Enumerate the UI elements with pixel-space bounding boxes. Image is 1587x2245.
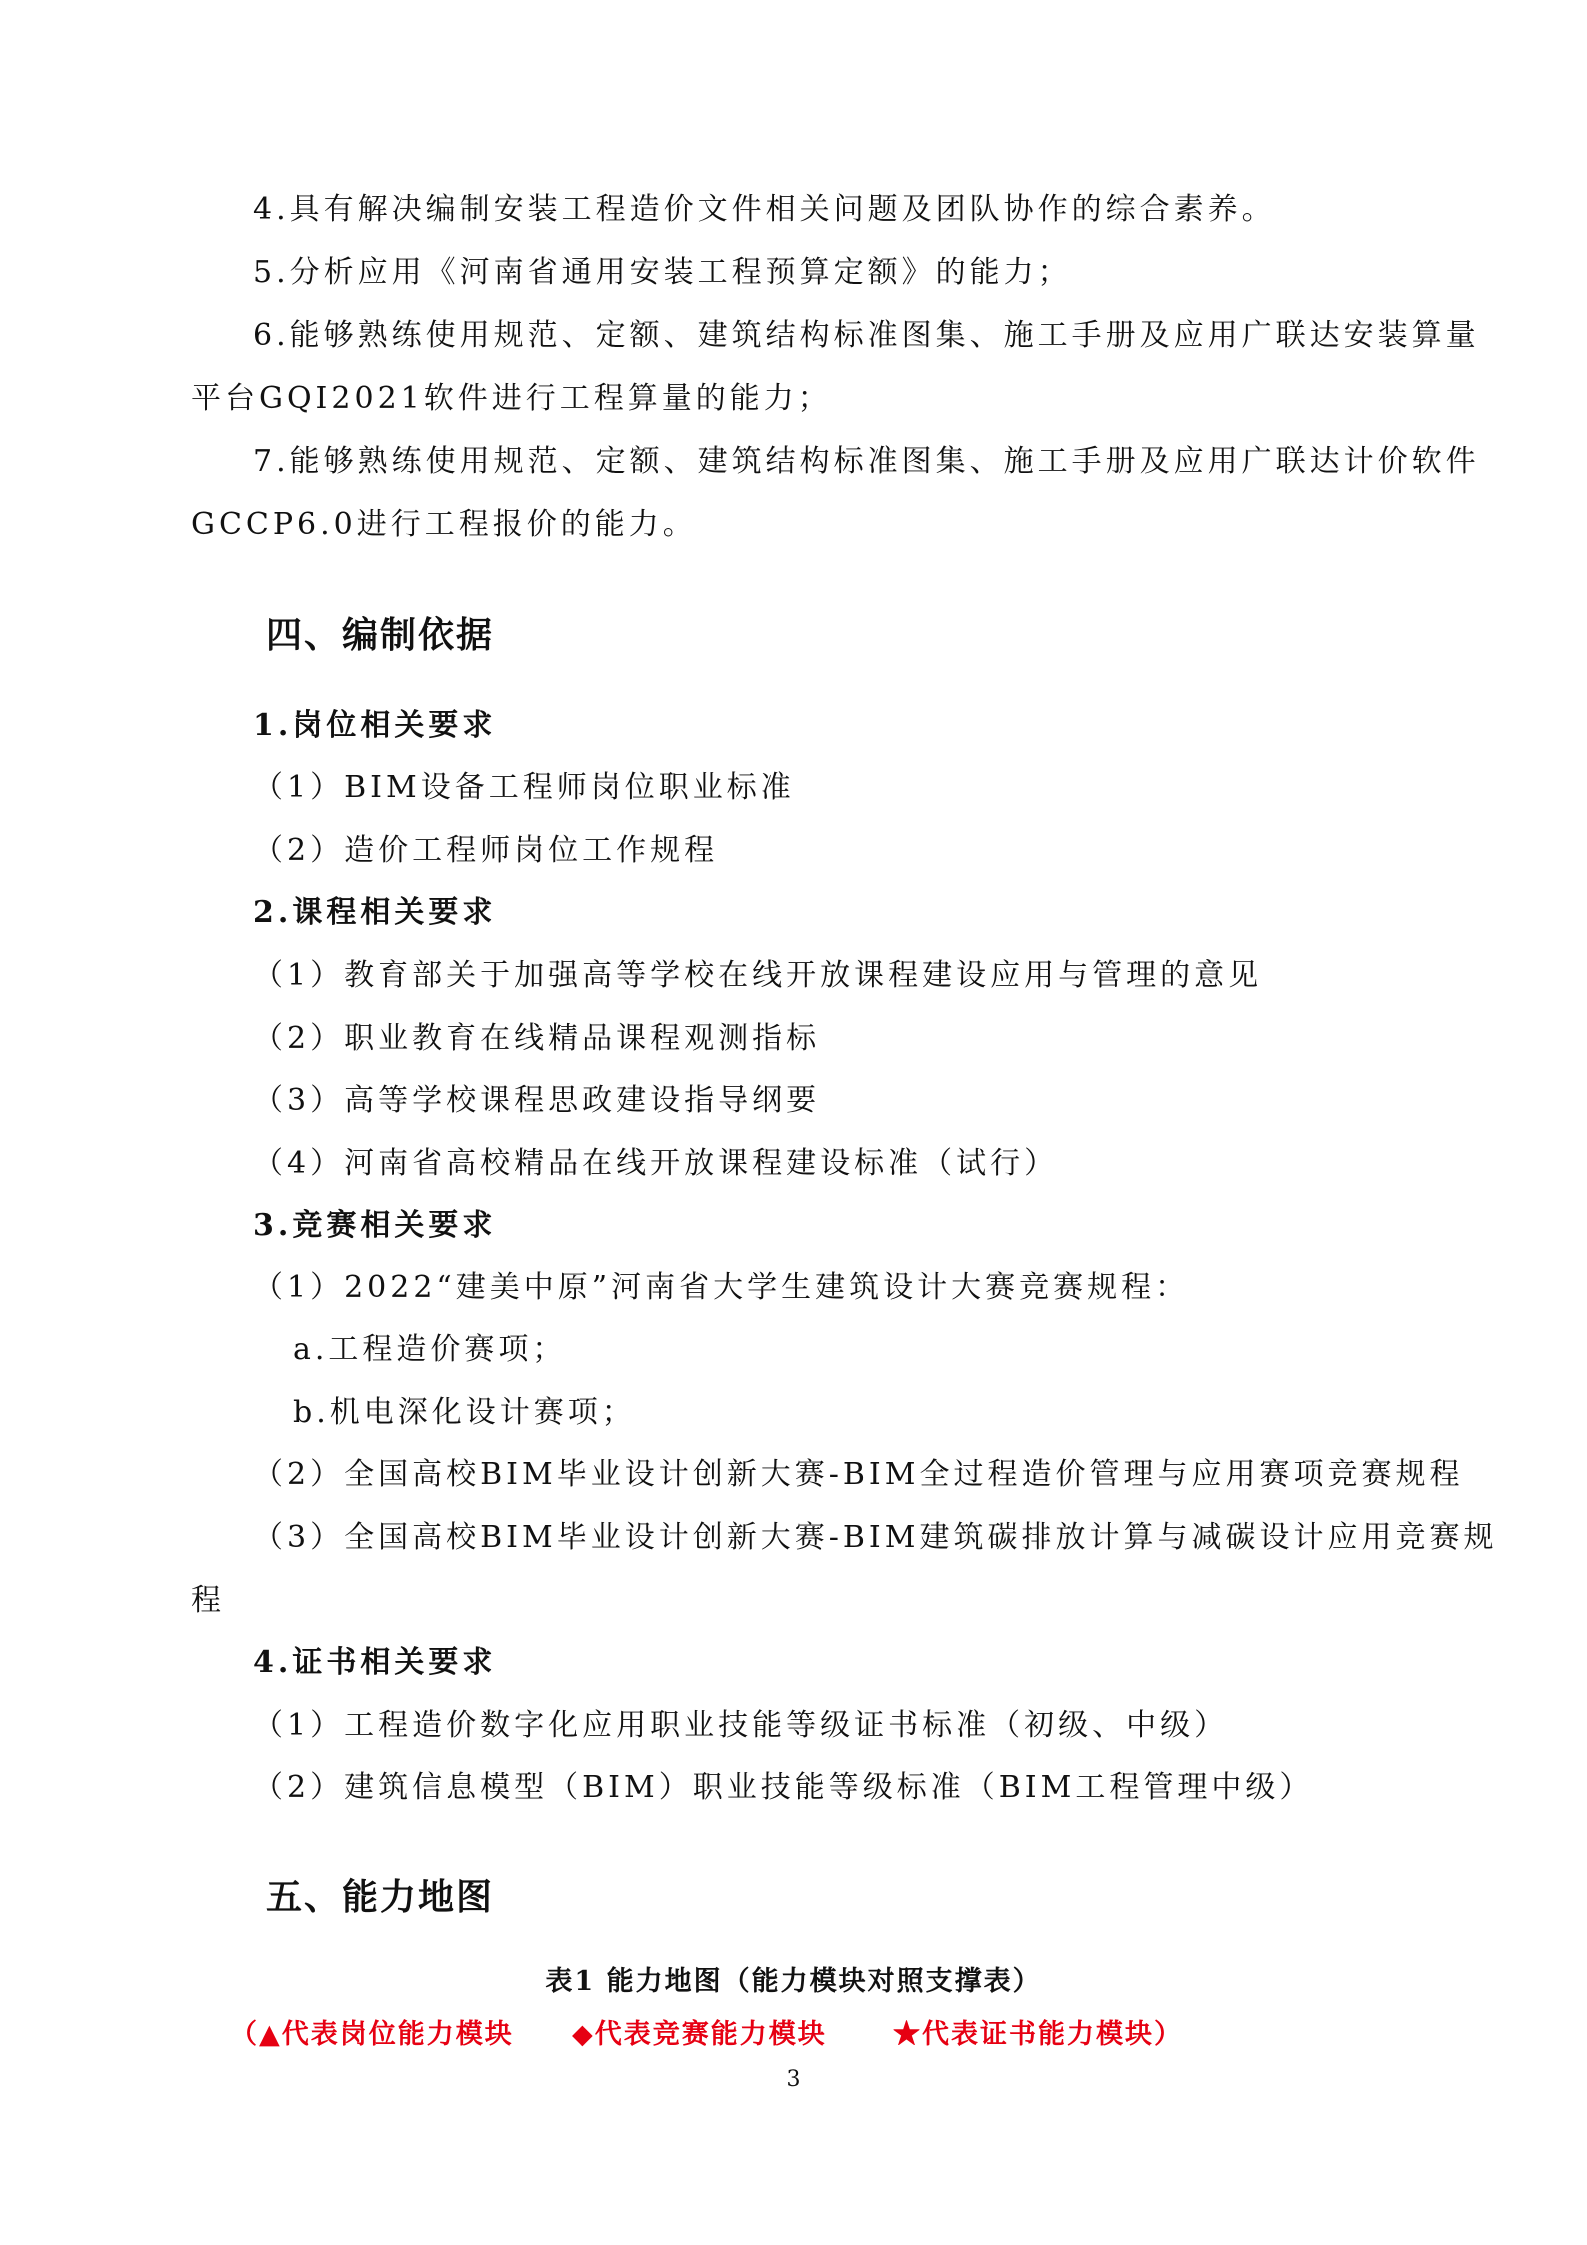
job-requirement-item: （1）BIM设备工程师岗位职业标准 bbox=[253, 770, 795, 805]
competition-item-1a: a.工程造价赛项； bbox=[293, 1332, 567, 1367]
certificate-requirement-item: （2）建筑信息模型（BIM）职业技能等级标准（BIM工程管理中级） bbox=[253, 1770, 1314, 1805]
competition-item-3-line2: 程 bbox=[191, 1583, 225, 1618]
table-caption: 表1 能力地图（能力模块对照支撑表） bbox=[545, 1966, 1042, 1997]
competition-requirements-title: 3.竞赛相关要求 bbox=[253, 1208, 497, 1243]
ability-item-6-line2: 平台GQI2021软件进行工程算量的能力； bbox=[191, 381, 832, 416]
section5-heading: 五、能力地图 bbox=[266, 1877, 495, 1918]
course-requirement-item: （3）高等学校课程思政建设指导纲要 bbox=[253, 1083, 821, 1118]
ability-item-7-line2: GCCP6.0进行工程报价的能力。 bbox=[191, 507, 697, 542]
competition-item-2: （2）全国高校BIM毕业设计创新大赛-BIM全过程造价管理与应用赛项竞赛规程 bbox=[253, 1457, 1464, 1492]
certificate-requirements-title: 4.证书相关要求 bbox=[253, 1645, 497, 1680]
competition-item-3-line1: （3）全国高校BIM毕业设计创新大赛-BIM建筑碳排放计算与减碳设计应用竞赛规 bbox=[253, 1520, 1498, 1555]
ability-item-6-line1: 6.能够熟练使用规范、定额、建筑结构标准图集、施工手册及应用广联达安装算量 bbox=[253, 318, 1480, 353]
course-requirement-item: （2）职业教育在线精品课程观测指标 bbox=[253, 1021, 821, 1056]
course-requirement-item: （4）河南省高校精品在线开放课程建设标准（试行） bbox=[253, 1146, 1059, 1181]
section4-heading: 四、编制依据 bbox=[266, 615, 495, 656]
course-requirement-item: （1）教育部关于加强高等学校在线开放课程建设应用与管理的意见 bbox=[253, 958, 1263, 993]
course-requirements-title: 2.课程相关要求 bbox=[253, 895, 497, 930]
competition-item-1b: b.机电深化设计赛项； bbox=[293, 1395, 636, 1430]
ability-item-4: 4.具有解决编制安装工程造价文件相关问题及团队协作的综合素养。 bbox=[253, 192, 1276, 227]
job-requirements-title: 1.岗位相关要求 bbox=[253, 708, 497, 743]
job-requirement-item: （2）造价工程师岗位工作规程 bbox=[253, 833, 719, 868]
page-number: 3 bbox=[786, 2067, 801, 2092]
ability-item-5: 5.分析应用《河南省通用安装工程预算定额》的能力； bbox=[253, 255, 1072, 290]
legend-competition-module: ◆代表竞赛能力模块 bbox=[572, 2019, 827, 2050]
competition-item-1: （1）2022“建美中原”河南省大学生建筑设计大赛竞赛规程： bbox=[253, 1270, 1190, 1305]
legend-job-module: （▲代表岗位能力模块 bbox=[230, 2019, 514, 2050]
legend-certificate-module: ★代表证书能力模块） bbox=[893, 2019, 1183, 2050]
ability-item-7-line1: 7.能够熟练使用规范、定额、建筑结构标准图集、施工手册及应用广联达计价软件 bbox=[253, 444, 1480, 479]
certificate-requirement-item: （1）工程造价数字化应用职业技能等级证书标准（初级、中级） bbox=[253, 1708, 1229, 1743]
